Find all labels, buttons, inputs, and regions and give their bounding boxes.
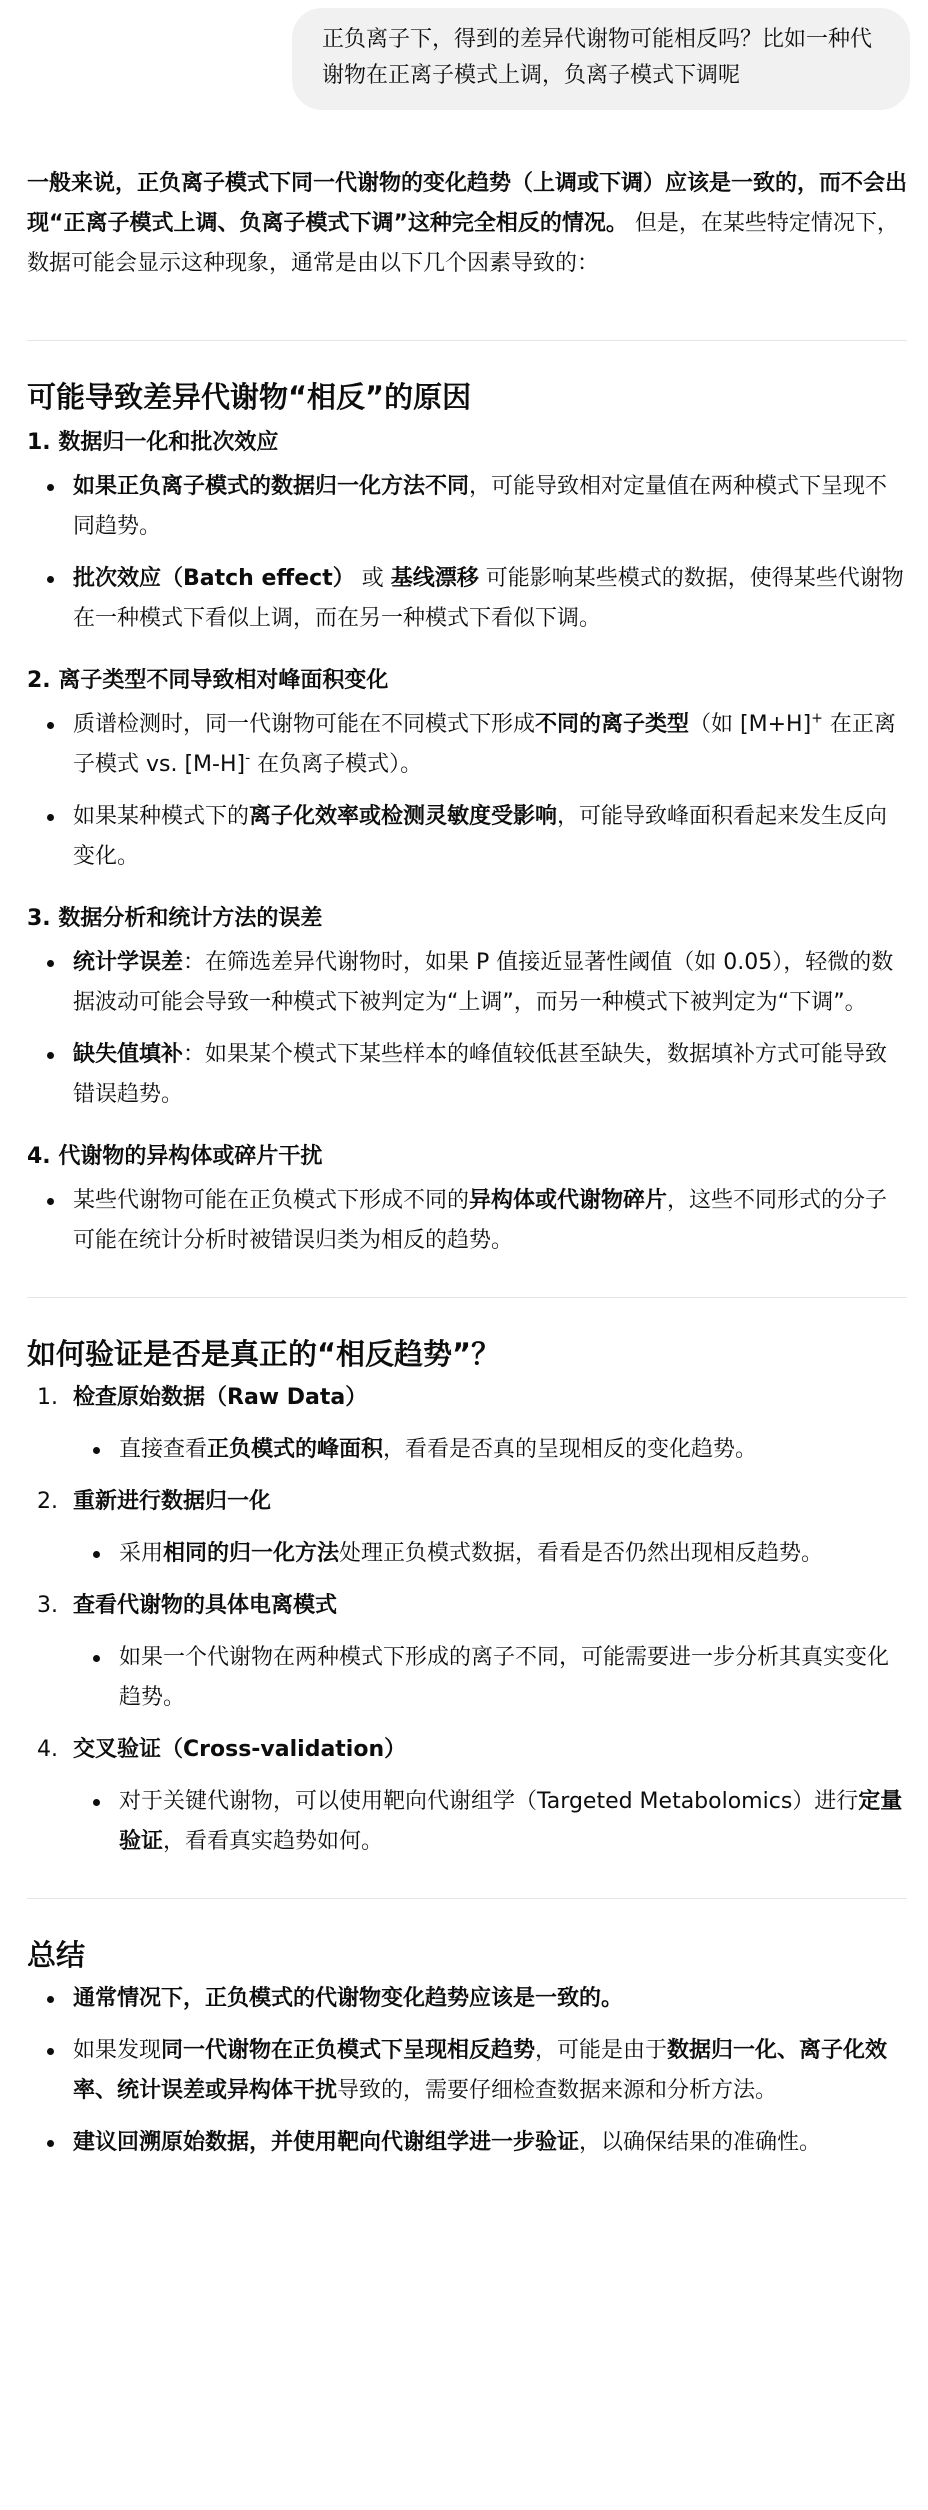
text-run: ，看看是否真的呈现相反的变化趋势。 <box>383 1437 758 1462</box>
bullet-list <box>73 1534 907 1574</box>
text-run: 对于关键代谢物，可以使用靶向代谢组学（Targeted Metabolomics）进行 <box>119 1789 859 1814</box>
list-item <box>73 1534 907 1574</box>
bullet-list <box>27 705 907 877</box>
numbered-step <box>27 1482 907 1574</box>
step-number: 1. <box>37 1385 58 1410</box>
text-run: ，看看真实趋势如何。 <box>163 1829 384 1854</box>
subsection-heading: 3. 数据分析和统计方法的误差 <box>27 906 323 931</box>
text-run: 如果一个代谢物在两种模式下形成的离子不同，可能需要进一步分析其真实变化趋势。 <box>119 1645 890 1710</box>
text-run: 直接查看 <box>119 1437 208 1462</box>
step-title: 交叉验证（Cross-validation） <box>73 1737 407 1762</box>
text-run: 可能影响某些模式的数据，使得某些代谢物在一种模式下看似上调，而在另一种模式下看似下调。 <box>73 566 904 631</box>
list-item <box>27 2123 907 2163</box>
step-number: 3. <box>37 1593 58 1618</box>
text-run: （如 [M+H] <box>689 712 812 737</box>
text-run: ，可能导致峰面积看起来发生反向变化。 <box>73 804 888 869</box>
text-run: 导致的，需要仔细检查数据来源和分析方法。 <box>337 2078 778 2103</box>
user-message-bubble <box>292 8 910 110</box>
bold-text: 基线漂移 <box>390 566 479 591</box>
step-number: 4. <box>37 1737 58 1762</box>
numbered-step <box>27 1730 907 1862</box>
superscript: - <box>245 750 251 767</box>
subsection-heading: 4. 代谢物的异构体或碎片干扰 <box>27 1144 323 1169</box>
text-run: 在正离子模式 vs. [M-H] <box>73 712 896 777</box>
bold-text: 同一代谢物在正负模式下呈现相反趋势 <box>161 2038 536 2063</box>
list-item <box>27 1035 907 1115</box>
list-item <box>27 705 907 785</box>
section-heading: 总结 <box>27 1938 86 1972</box>
bold-text: 建议回溯原始数据，并使用靶向代谢组学进一步验证 <box>73 2130 580 2155</box>
bold-text: 相同的归一化方法 <box>163 1541 340 1566</box>
step-title: 重新进行数据归一化 <box>73 1489 272 1514</box>
text-run: ：在筛选差异代谢物时，如果 P 值接近显著性阈值（如 0.05），轻微的数据波动可能会导致一种模式下被判定为“上调”，而另一种模式下被判定为“下调”。 <box>73 950 894 1015</box>
text-run: 如果某种模式下的 <box>73 804 250 829</box>
text-run: ：如果某个模式下某些样本的峰值较低甚至缺失，数据填补方式可能导致错误趋势。 <box>73 1042 888 1107</box>
bold-text: 统计学误差 <box>73 950 184 975</box>
list-item <box>27 797 907 877</box>
superscript: + <box>811 710 823 727</box>
bold-text: 异构体或代谢物碎片 <box>469 1188 668 1213</box>
bold-text: 缺失值填补 <box>73 1042 184 1067</box>
step-title: 检查原始数据（Raw Data） <box>73 1385 368 1410</box>
text-run: 某些代谢物可能在正负模式下形成不同的 <box>73 1188 470 1213</box>
list-item <box>73 1782 907 1862</box>
bullet-list <box>27 943 907 1115</box>
bullet-list <box>27 467 907 639</box>
text-run: 或 <box>354 566 391 591</box>
user-message-text: 正负离子下，得到的差异代谢物可能相反吗？比如一种代谢物在正离子模式上调，负离子模式下调呢 <box>322 27 873 88</box>
step-title: 查看代谢物的具体电离模式 <box>73 1593 338 1618</box>
list-item <box>27 1979 907 2019</box>
summary-list <box>27 1979 907 2163</box>
text-run: 处理正负模式数据，看看是否仍然出现相反趋势。 <box>339 1541 824 1566</box>
text-run: ，以确保结果的准确性。 <box>579 2130 822 2155</box>
list-item <box>73 1638 907 1718</box>
bold-text: 不同的离子类型 <box>535 712 690 737</box>
text-run: ，可能是由于 <box>535 2038 668 2063</box>
verification-steps <box>27 1378 907 1862</box>
bold-text: 通常情况下，正负模式的代谢物变化趋势应该是一致的。 <box>73 1986 624 2011</box>
bold-text: 定量验证 <box>119 1789 903 1854</box>
bold-text: 正负模式的峰面积 <box>207 1437 384 1462</box>
list-item <box>27 2031 907 2111</box>
text-run: 如果发现 <box>73 2038 162 2063</box>
bullet-list <box>27 1181 907 1261</box>
causes-section <box>27 423 907 1261</box>
bold-text: 批次效应（Batch effect） <box>73 566 355 591</box>
section-heading: 如何验证是否是真正的“相反趋势”？ <box>27 1337 501 1371</box>
list-item <box>27 943 907 1023</box>
subsection-heading: 2. 离子类型不同导致相对峰面积变化 <box>27 668 389 693</box>
text-run: ，可能导致相对定量值在两种模式下呈现不同趋势。 <box>73 474 888 539</box>
text-run: 质谱检测时，同一代谢物可能在不同模式下形成 <box>73 712 536 737</box>
text-run: ，这些不同形式的分子可能在统计分析时被错误归类为相反的趋势。 <box>73 1188 888 1253</box>
bullet-list <box>73 1782 907 1862</box>
text-run: 在负离子模式）。 <box>250 752 423 777</box>
assistant-response <box>27 164 907 2163</box>
numbered-step <box>27 1586 907 1718</box>
text-run: 采用 <box>119 1541 164 1566</box>
intro-rest: 但是，在某些特定情况下，数据可能会显示这种现象，通常是由以下几个因素导致的： <box>27 211 899 276</box>
list-item <box>27 1181 907 1261</box>
list-item <box>27 559 907 639</box>
section-heading: 可能导致差异代谢物“相反”的原因 <box>27 380 472 414</box>
bold-text: 离子化效率或检测灵敏度受影响 <box>249 804 558 829</box>
bullet-list <box>73 1638 907 1718</box>
numbered-step <box>27 1378 907 1470</box>
intro-bold: 一般来说，正负离子模式下同一代谢物的变化趋势（上调或下调）应该是一致的，而不会出现“正离子模式上调、负离子模式下调”这种完全相反的情况。 <box>27 171 908 236</box>
list-item <box>73 1430 907 1470</box>
bullet-list <box>73 1430 907 1470</box>
bold-text: 如果正负离子模式的数据归一化方法不同 <box>73 474 470 499</box>
intro-paragraph <box>27 164 907 284</box>
subsection-heading: 1. 数据归一化和批次效应 <box>27 430 279 455</box>
step-number: 2. <box>37 1489 58 1514</box>
bold-text: 数据归一化、离子化效率、统计误差或异构体干扰 <box>73 2038 888 2103</box>
list-item <box>27 467 907 547</box>
